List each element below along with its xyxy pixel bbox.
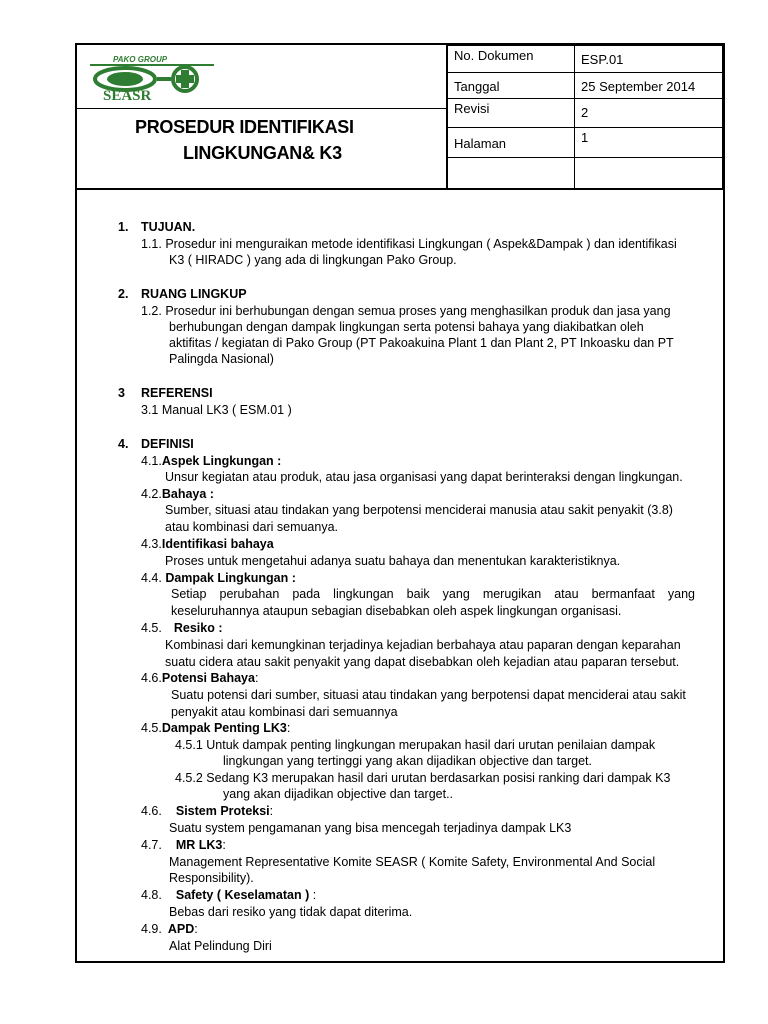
definition-heading: 4.1.Aspek Lingkungan : bbox=[141, 454, 282, 468]
meta-key: Tanggal bbox=[448, 73, 575, 99]
definition-text: Proses untuk mengetahui adanya suatu bahaya dan menentukan karakteristiknya. bbox=[165, 554, 621, 568]
section-number: 4. bbox=[118, 437, 129, 451]
section-number: 3 bbox=[118, 386, 125, 400]
document-title-line2: LINGKUNGAN& K3 bbox=[183, 143, 342, 163]
definition-subitem: yang akan dijadikan objective dan target.. bbox=[223, 787, 454, 801]
definition-subitem: lingkungan yang tertinggi yang akan dijadikan objective dan target. bbox=[223, 754, 593, 768]
meta-value: 1 bbox=[575, 128, 723, 158]
definition-text: Suatu system pengamanan yang bisa mencegah terjadinya dampak LK3 bbox=[169, 821, 572, 835]
paragraph-line: berhubungan dengan dampak lingkungan serta potensi bahaya yang diakibatkan oleh bbox=[169, 320, 644, 334]
logo-name: SEASR bbox=[103, 88, 152, 101]
document-frame bbox=[75, 43, 725, 963]
title-cell bbox=[77, 109, 447, 188]
definition-text: Suatu potensi dari sumber, situasi atau tindakan yang berpotensi dapat menciderai atau sakit bbox=[171, 688, 686, 702]
definition-text: Alat Pelindung Diri bbox=[169, 939, 272, 953]
paragraph-line: 3.1 Manual LK3 ( ESM.01 ) bbox=[141, 403, 292, 417]
definition-text: suatu cidera atau sakit penyakit yang dapat disebabkan oleh kejadian atau paparan tersebut. bbox=[165, 655, 680, 669]
definition-heading: 4.6.Potensi Bahaya: bbox=[141, 671, 259, 685]
definition-heading: 4.4. Dampak Lingkungan : bbox=[141, 571, 296, 585]
definition-heading: 4.7. MR LK3: bbox=[141, 838, 226, 852]
definition-text: Management Representative Komite SEASR ( Komite Safety, Environmental And Social bbox=[169, 855, 656, 869]
document-header bbox=[77, 45, 723, 190]
definition-heading: 4.5. Resiko : bbox=[141, 621, 223, 635]
definition-subitem: 4.5.1 Untuk dampak penting lingkungan merupakan hasil dari urutan penilaian dampak bbox=[175, 738, 656, 752]
document-meta-table bbox=[447, 45, 723, 189]
definition-heading: 4.2.Bahaya : bbox=[141, 487, 214, 501]
definition-heading: 4.9. APD: bbox=[141, 922, 198, 936]
definition-subitem: 4.5.2 Sedang K3 merupakan hasil dari urutan berdasarkan posisi ranking dari dampak K3 bbox=[175, 771, 671, 785]
definition-heading: 4.3.Identifikasi bahaya bbox=[141, 537, 274, 551]
definition-text: Setiap perubahan pada lingkungan baik yang merugikan atau bermanfaat yang bbox=[171, 587, 695, 601]
meta-value: 25 September 2014 bbox=[575, 73, 723, 99]
section-title-ruang-lingkup: RUANG LINGKUP bbox=[141, 287, 247, 301]
paragraph-line: K3 ( HIRADC ) yang ada di lingkungan Pako Group. bbox=[169, 253, 457, 267]
definition-text: Sumber, situasi atau tindakan yang berpotensi menciderai manusia atau sakit penyakit (3.8) bbox=[165, 503, 673, 517]
meta-value bbox=[575, 158, 723, 189]
definition-text: keseluruhannya ataupun sebagian disebabkan oleh aspek lingkungan organisasi. bbox=[171, 604, 622, 618]
definition-heading: 4.6. Sistem Proteksi: bbox=[141, 804, 274, 818]
definition-text: Bebas dari resiko yang tidak dapat diterima. bbox=[169, 905, 413, 919]
meta-value: ESP.01 bbox=[575, 46, 723, 73]
section-number: 2. bbox=[118, 287, 129, 301]
logo-top-text: PAKO GROUP bbox=[113, 55, 168, 64]
definition-text: Kombinasi dari kemungkinan terjadinya kejadian berbahaya atau paparan dengan keparahan bbox=[165, 638, 681, 652]
section-title-referensi: REFERENSI bbox=[141, 386, 213, 400]
paragraph-line: 1.2. Prosedur ini berhubungan dengan semua proses yang menghasilkan produk dan jasa yang bbox=[141, 304, 671, 318]
paragraph-line: Palingda Nasional) bbox=[169, 352, 274, 366]
paragraph-line: 1.1. Prosedur ini menguraikan metode identifikasi Lingkungan ( Aspek&Dampak ) dan identifikasi bbox=[141, 237, 677, 251]
definition-heading: 4.8. Safety ( Keselamatan ) : bbox=[141, 888, 317, 902]
definition-text: penyakit atau kombinasi dari semuannya bbox=[171, 705, 398, 719]
paragraph-line: aktifitas / kegiatan di Pako Group (PT Pakoakuina Plant 1 dan Plant 2, PT Inkoasku dan PT bbox=[169, 336, 674, 350]
company-logo bbox=[87, 53, 217, 101]
definition-text: Unsur kegiatan atau produk, atau jasa organisasi yang dapat berinteraksi dengan lingkungan. bbox=[165, 470, 683, 484]
definition-text: Responsibility). bbox=[169, 871, 254, 885]
section-number: 1. bbox=[118, 220, 129, 234]
meta-key bbox=[448, 158, 575, 189]
definition-heading: 4.5.Dampak Penting LK3: bbox=[141, 721, 291, 735]
document-title-line1: PROSEDUR IDENTIFIKASI bbox=[135, 117, 354, 137]
meta-key: Halaman bbox=[448, 128, 575, 158]
meta-key: Revisi bbox=[448, 99, 575, 128]
section-title-definisi: DEFINISI bbox=[141, 437, 194, 451]
section-title-tujuan: TUJUAN. bbox=[141, 220, 196, 234]
meta-value: 2 bbox=[575, 99, 723, 128]
logo-cell bbox=[77, 45, 447, 109]
definition-text: atau kombinasi dari semuanya. bbox=[165, 520, 339, 534]
meta-key: No. Dokumen bbox=[448, 46, 575, 73]
